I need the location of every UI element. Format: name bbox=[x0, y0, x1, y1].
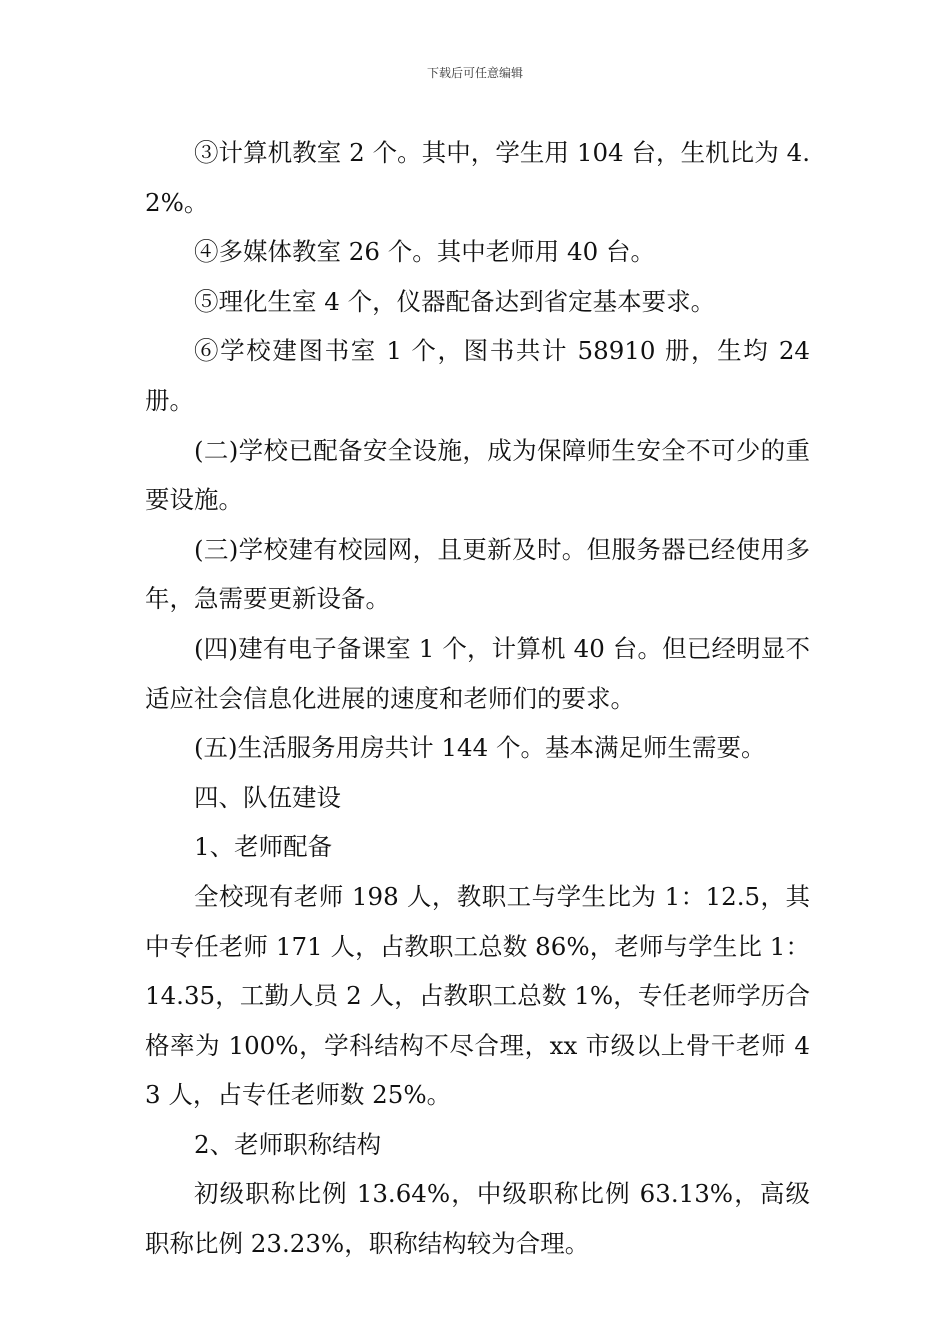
paragraph-computer-rooms: ③计算机教室 2 个。其中，学生用 104 台，生机比为 4.2%。 bbox=[145, 138, 810, 217]
paragraph-campus-network: (三)学校建有校园网，且更新及时。但服务器已经使用多年，急需要更新设备。 bbox=[145, 534, 810, 614]
paragraph-library: ⑥学校建图书室 1 个，图书共计 58910 册，生均 24 册。 bbox=[145, 336, 810, 415]
paragraph-science-labs: ⑤理化生室 4 个，仪器配备达到省定基本要求。 bbox=[194, 286, 716, 316]
paragraph-safety-facilities: (二)学校已配备安全设施，成为保障师生安全不可少的重要设施。 bbox=[145, 435, 810, 515]
section-heading-staff: 四、队伍建设 bbox=[194, 782, 341, 812]
paragraph-multimedia-rooms: ④多媒体教室 26 个。其中老师用 40 台。 bbox=[194, 237, 656, 267]
paragraph-title-structure: 初级职称比例 13.64%，中级职称比例 63.13%，高级职称比例 23.23%，职称结构较为合理。 bbox=[145, 1179, 810, 1259]
paragraph-service-rooms: (五)生活服务用房共计 144 个。基本满足师生需要。 bbox=[194, 733, 766, 763]
paragraph-teacher-staffing: 全校现有老师 198 人，教职工与学生比为 1：12.5，其中专任老师 171 人，占教职工总数 86%，老师与学生比 1：14.35，工勤人员 2 人，占教职工总数 1%，专任老师学历合格率为 100%，学科结构不尽合理，xx 市级以上骨干老师 43 人，占专任老师数 25%。 bbox=[145, 881, 810, 1110]
paragraph-lesson-prep-room: (四)建有电子备课室 1 个，计算机 40 台。但已经明显不适应社会信息化进展的速度和老师们的要求。 bbox=[145, 633, 810, 713]
subheading-title-structure: 2、老师职称结构 bbox=[194, 1129, 382, 1159]
document-body bbox=[145, 128, 810, 1269]
page-header-note: 下载后可任意编辑 bbox=[426, 66, 523, 80]
subheading-teacher-staffing: 1、老师配备 bbox=[194, 832, 333, 862]
